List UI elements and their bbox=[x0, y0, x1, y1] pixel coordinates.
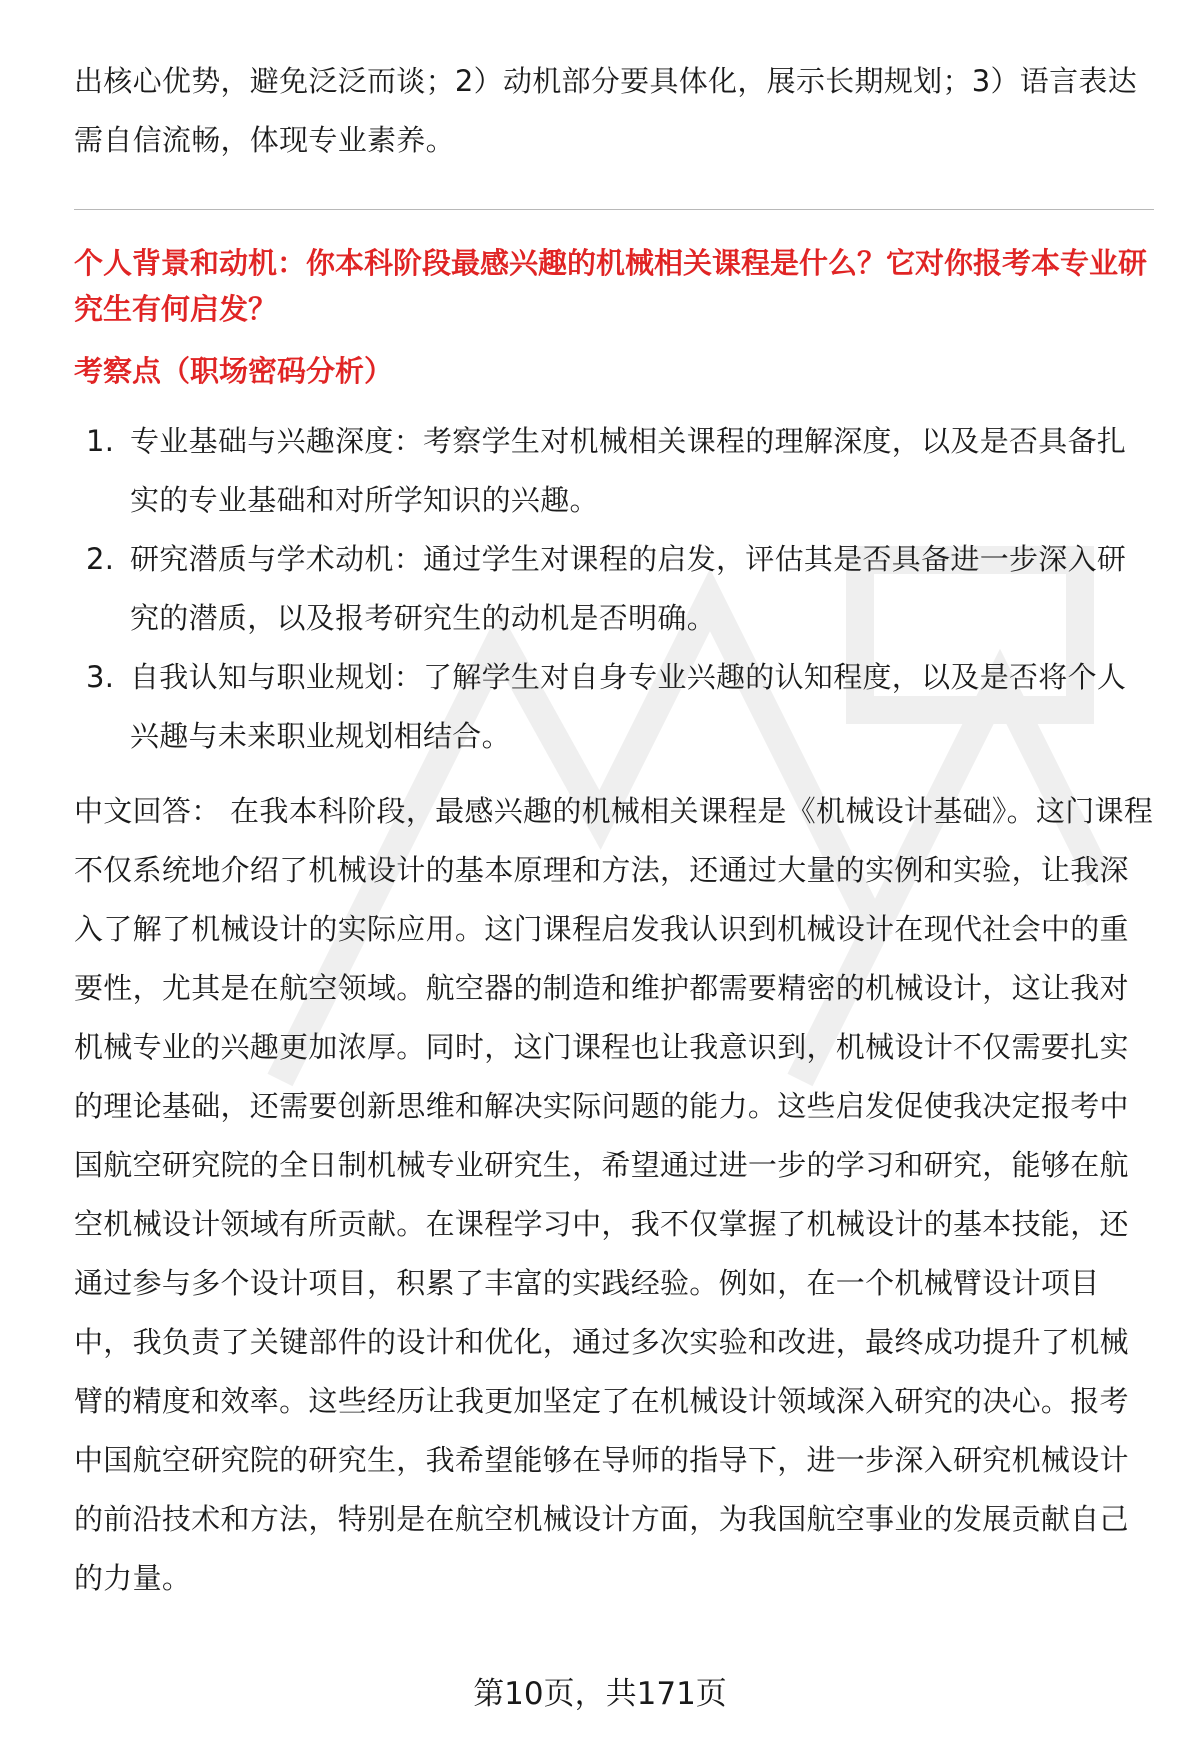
list-item bbox=[74, 648, 1154, 766]
list-item-text: 专业基础与兴趣深度：考察学生对机械相关课程的理解深度，以及是否具备扎实的专业基础和对所学知识的兴趣。 bbox=[130, 424, 1127, 517]
intro-paragraph: 出核心优势，避免泛泛而谈；2）动机部分要具体化，展示长期规划；3）语言表达需自信流畅，体现专业素养。 bbox=[74, 64, 1138, 157]
list-item-text: 自我认知与职业规划：了解学生对自身专业兴趣的认知程度，以及是否将个人兴趣与未来职业规划相结合。 bbox=[130, 660, 1127, 753]
list-item bbox=[74, 412, 1154, 530]
list-item-number: 1. bbox=[86, 424, 115, 458]
list-item bbox=[74, 530, 1154, 648]
page-footer: 第10页，共171页 bbox=[473, 1676, 727, 1712]
list-item-number: 2. bbox=[86, 542, 115, 576]
list-item-number: 3. bbox=[86, 660, 115, 694]
section-divider bbox=[74, 209, 1154, 210]
answer-paragraph: 中文回答： 在我本科阶段，最感兴趣的机械相关课程是《机械设计基础》。这门课程不仅系统地介绍了机械设计的基本原理和方法，还通过大量的实例和实验，让我深入了解了机械设计的实际应用。这门课程启发我认识到机械设计在现代社会中的重要性，尤其是在航空领域。航空器的制造和维护都需要精密的机械设计，这让我对机械专业的兴趣更加浓厚。同时，这门课程也让我意识到，机械设计不仅需要扎实的理论基础，还需要创新思维和解决实际问题的能力。这些启发促使我决定报考中国航空研究院的全日制机械专业研究生，希望通过进一步的学习和研究，能够在航空机械设计领域有所贡献。在课程学习中，我不仅掌握了机械设计的基本技能，还通过参与多个设计项目，积累了丰富的实践经验。例如，在一个机械臂设计项目中，我负责了关键部件的设计和优化，通过多次实验和改进，最终成功提升了机械臂的精度和效率。这些经历让我更加坚定了在机械设计领域深入研究的决心。报考中国航空研究院的研究生，我希望能够在导师的指导下，进一步深入研究机械设计的前沿技术和方法，特别是在航空机械设计方面，为我国航空事业的发展贡献自己的力量。 bbox=[74, 794, 1154, 1595]
page-content bbox=[74, 52, 1154, 1608]
analysis-points-list bbox=[74, 412, 1154, 766]
list-item-text: 研究潜质与学术动机：通过学生对课程的启发，评估其是否具备进一步深入研究的潜质，以及报考研究生的动机是否明确。 bbox=[130, 542, 1127, 635]
analysis-subheading: 考察点（职场密码分析） bbox=[74, 354, 394, 388]
question-heading: 个人背景和动机：你本科阶段最感兴趣的机械相关课程是什么？它对你报考本专业研究生有何启发？ bbox=[74, 246, 1148, 326]
